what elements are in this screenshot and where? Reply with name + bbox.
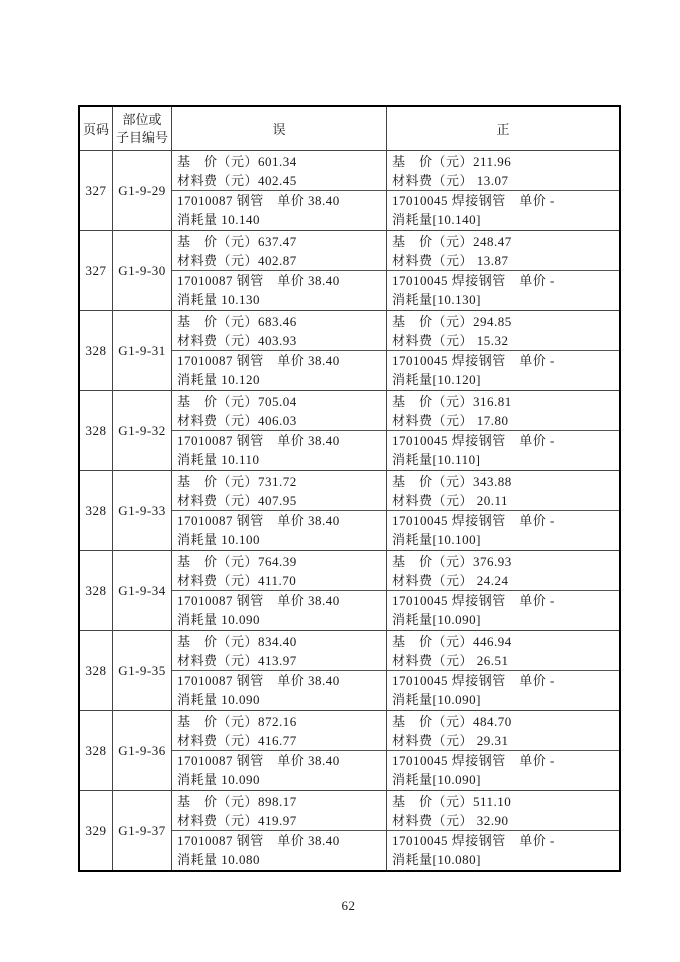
table-row bbox=[80, 791, 619, 870]
wrong-price-section bbox=[172, 631, 386, 671]
wrong-material-fee-line: 材料费（元）413.97 bbox=[177, 653, 297, 668]
page-number-cell bbox=[80, 711, 113, 790]
correction-table bbox=[78, 105, 621, 872]
wrong-consumption-line: 消耗量 10.090 bbox=[177, 612, 261, 627]
page-number-cell bbox=[80, 231, 113, 310]
page-number-cell bbox=[80, 631, 113, 710]
correct-consumption-line: 消耗量[10.130] bbox=[392, 292, 481, 307]
table-header-row bbox=[80, 107, 619, 151]
header-wrong-col bbox=[172, 107, 387, 150]
correct-consumption-line: 消耗量[10.090] bbox=[392, 612, 481, 627]
header-code-label-line1: 部位或 bbox=[122, 111, 162, 127]
correct-material-fee-line: 材料费（元） 29.31 bbox=[392, 733, 509, 748]
table-row bbox=[80, 471, 619, 551]
wrong-base-price-line: 基 价（元）683.46 bbox=[177, 314, 297, 329]
wrong-price-section bbox=[172, 311, 386, 351]
row-page-number: 328 bbox=[85, 662, 107, 678]
correct-consumption-line: 消耗量[10.110] bbox=[392, 452, 481, 467]
wrong-cell bbox=[172, 791, 387, 870]
wrong-material-fee-line: 材料费（元）407.95 bbox=[177, 493, 297, 508]
correct-item-section bbox=[387, 591, 619, 629]
wrong-base-price-line: 基 价（元）834.40 bbox=[177, 634, 297, 649]
wrong-consumption-line: 消耗量 10.120 bbox=[177, 372, 261, 387]
correct-price-section bbox=[387, 471, 619, 511]
wrong-item-section bbox=[172, 831, 386, 869]
wrong-consumption-line: 消耗量 10.140 bbox=[177, 212, 261, 227]
row-item-code: G1-9-32 bbox=[118, 422, 166, 438]
wrong-material-fee-line: 材料费（元）402.45 bbox=[177, 173, 297, 188]
table-body bbox=[80, 151, 619, 870]
wrong-material-fee-line: 材料费（元）411.70 bbox=[177, 573, 297, 588]
row-item-code: G1-9-31 bbox=[118, 342, 166, 358]
correct-price-section bbox=[387, 631, 619, 671]
correct-cell bbox=[387, 711, 619, 790]
wrong-material-fee-line: 材料费（元）416.77 bbox=[177, 733, 297, 748]
correct-base-price-line: 基 价（元）484.70 bbox=[392, 714, 512, 729]
correct-base-price-line: 基 价（元）294.85 bbox=[392, 314, 512, 329]
correct-item-section bbox=[387, 191, 619, 229]
wrong-consumption-line: 消耗量 10.090 bbox=[177, 772, 261, 787]
table-row bbox=[80, 231, 619, 311]
table-row bbox=[80, 151, 619, 231]
correct-consumption-line: 消耗量[10.090] bbox=[392, 692, 481, 707]
page-number-cell bbox=[80, 151, 113, 230]
correct-item-section bbox=[387, 751, 619, 789]
wrong-cell bbox=[172, 711, 387, 790]
wrong-material-fee-line: 材料费（元）419.97 bbox=[177, 813, 297, 828]
item-code-cell bbox=[113, 391, 172, 470]
wrong-price-section bbox=[172, 151, 386, 191]
correct-consumption-line: 消耗量[10.090] bbox=[392, 772, 481, 787]
wrong-price-section bbox=[172, 231, 386, 271]
wrong-item-line: 17010087 钢管 单价 38.40 bbox=[177, 593, 340, 608]
correct-price-section bbox=[387, 551, 619, 591]
page-number: 62 bbox=[341, 898, 356, 913]
wrong-consumption-line: 消耗量 10.090 bbox=[177, 692, 261, 707]
row-item-code: G1-9-34 bbox=[118, 582, 166, 598]
wrong-cell bbox=[172, 311, 387, 390]
wrong-price-section bbox=[172, 551, 386, 591]
correct-item-line: 17010045 焊接钢管 单价 - bbox=[392, 593, 555, 608]
correct-consumption-line: 消耗量[10.100] bbox=[392, 532, 481, 547]
wrong-item-line: 17010087 钢管 单价 38.40 bbox=[177, 513, 340, 528]
wrong-item-section bbox=[172, 191, 386, 229]
correct-material-fee-line: 材料费（元） 13.07 bbox=[392, 173, 509, 188]
correct-material-fee-line: 材料费（元） 15.32 bbox=[392, 333, 509, 348]
header-page-label: 页码 bbox=[82, 122, 109, 137]
correct-material-fee-line: 材料费（元） 17.80 bbox=[392, 413, 509, 428]
correct-base-price-line: 基 价（元）211.96 bbox=[392, 154, 512, 169]
correct-material-fee-line: 材料费（元） 24.24 bbox=[392, 573, 509, 588]
wrong-base-price-line: 基 价（元）731.72 bbox=[177, 474, 297, 489]
item-code-cell bbox=[113, 791, 172, 870]
wrong-material-fee-line: 材料费（元）402.87 bbox=[177, 253, 297, 268]
correct-material-fee-line: 材料费（元） 20.11 bbox=[392, 493, 509, 508]
item-code-cell bbox=[113, 631, 172, 710]
correct-base-price-line: 基 价（元）511.10 bbox=[392, 794, 512, 809]
page-number-cell bbox=[80, 391, 113, 470]
item-code-cell bbox=[113, 551, 172, 630]
row-page-number: 328 bbox=[85, 342, 107, 358]
header-page-col bbox=[80, 107, 113, 150]
correct-cell bbox=[387, 231, 619, 310]
wrong-cell bbox=[172, 151, 387, 230]
wrong-price-section bbox=[172, 391, 386, 431]
correct-consumption-line: 消耗量[10.080] bbox=[392, 852, 481, 867]
header-correct-label: 正 bbox=[496, 122, 510, 137]
wrong-consumption-line: 消耗量 10.110 bbox=[177, 452, 260, 467]
correct-consumption-line: 消耗量[10.140] bbox=[392, 212, 481, 227]
wrong-price-section bbox=[172, 471, 386, 511]
page-number-cell bbox=[80, 551, 113, 630]
wrong-base-price-line: 基 价（元）898.17 bbox=[177, 794, 297, 809]
wrong-cell bbox=[172, 471, 387, 550]
wrong-price-section bbox=[172, 791, 386, 831]
wrong-item-section bbox=[172, 271, 386, 309]
correct-cell bbox=[387, 471, 619, 550]
wrong-item-line: 17010087 钢管 单价 38.40 bbox=[177, 273, 340, 288]
wrong-material-fee-line: 材料费（元）406.03 bbox=[177, 413, 297, 428]
row-item-code: G1-9-37 bbox=[118, 822, 166, 838]
row-item-code: G1-9-36 bbox=[118, 742, 166, 758]
item-code-cell bbox=[113, 311, 172, 390]
table-row bbox=[80, 391, 619, 471]
item-code-cell bbox=[113, 471, 172, 550]
wrong-item-section bbox=[172, 591, 386, 629]
correct-material-fee-line: 材料费（元） 26.51 bbox=[392, 653, 509, 668]
correct-item-section bbox=[387, 351, 619, 389]
item-code-cell bbox=[113, 711, 172, 790]
correct-consumption-line: 消耗量[10.120] bbox=[392, 372, 481, 387]
item-code-cell bbox=[113, 231, 172, 310]
wrong-base-price-line: 基 价（元）601.34 bbox=[177, 154, 297, 169]
wrong-item-section bbox=[172, 431, 386, 469]
correct-item-line: 17010045 焊接钢管 单价 - bbox=[392, 353, 555, 368]
correct-cell bbox=[387, 311, 619, 390]
header-code-label-line2: 子目编号 bbox=[115, 129, 168, 145]
correct-material-fee-line: 材料费（元） 32.90 bbox=[392, 813, 509, 828]
correct-price-section bbox=[387, 711, 619, 751]
correct-cell bbox=[387, 151, 619, 230]
header-wrong-label: 误 bbox=[272, 122, 286, 137]
wrong-item-section bbox=[172, 671, 386, 709]
row-page-number: 327 bbox=[85, 262, 107, 278]
wrong-item-line: 17010087 钢管 单价 38.40 bbox=[177, 673, 340, 688]
table-row bbox=[80, 711, 619, 791]
item-code-cell bbox=[113, 151, 172, 230]
correct-item-line: 17010045 焊接钢管 单价 - bbox=[392, 273, 555, 288]
correct-price-section bbox=[387, 791, 619, 831]
correct-item-line: 17010045 焊接钢管 单价 - bbox=[392, 673, 555, 688]
row-item-code: G1-9-30 bbox=[118, 262, 166, 278]
row-page-number: 328 bbox=[85, 502, 107, 518]
wrong-base-price-line: 基 价（元）637.47 bbox=[177, 234, 297, 249]
wrong-cell bbox=[172, 551, 387, 630]
correct-item-section bbox=[387, 831, 619, 869]
table-row bbox=[80, 551, 619, 631]
correct-cell bbox=[387, 631, 619, 710]
correct-base-price-line: 基 价（元）248.47 bbox=[392, 234, 512, 249]
correct-item-section bbox=[387, 271, 619, 309]
correct-item-line: 17010045 焊接钢管 单价 - bbox=[392, 193, 555, 208]
row-item-code: G1-9-29 bbox=[118, 182, 166, 198]
wrong-base-price-line: 基 价（元）705.04 bbox=[177, 394, 297, 409]
correct-cell bbox=[387, 791, 619, 870]
correct-item-section bbox=[387, 671, 619, 709]
correct-item-line: 17010045 焊接钢管 单价 - bbox=[392, 833, 555, 848]
table-row bbox=[80, 631, 619, 711]
wrong-consumption-line: 消耗量 10.100 bbox=[177, 532, 261, 547]
wrong-item-line: 17010087 钢管 单价 38.40 bbox=[177, 193, 340, 208]
correct-item-line: 17010045 焊接钢管 单价 - bbox=[392, 753, 555, 768]
row-page-number: 329 bbox=[85, 822, 107, 838]
row-page-number: 328 bbox=[85, 582, 107, 598]
wrong-material-fee-line: 材料费（元）403.93 bbox=[177, 333, 297, 348]
wrong-item-line: 17010087 钢管 单价 38.40 bbox=[177, 353, 340, 368]
row-page-number: 328 bbox=[85, 422, 107, 438]
wrong-base-price-line: 基 价（元）764.39 bbox=[177, 554, 297, 569]
wrong-item-section bbox=[172, 511, 386, 549]
header-correct-col bbox=[387, 107, 619, 150]
correct-material-fee-line: 材料费（元） 13.87 bbox=[392, 253, 509, 268]
page-number-cell bbox=[80, 471, 113, 550]
wrong-item-line: 17010087 钢管 单价 38.40 bbox=[177, 753, 340, 768]
correct-price-section bbox=[387, 311, 619, 351]
correct-price-section bbox=[387, 151, 619, 191]
wrong-price-section bbox=[172, 711, 386, 751]
row-page-number: 327 bbox=[85, 182, 107, 198]
wrong-item-section bbox=[172, 751, 386, 789]
wrong-consumption-line: 消耗量 10.130 bbox=[177, 292, 261, 307]
wrong-item-section bbox=[172, 351, 386, 389]
wrong-cell bbox=[172, 631, 387, 710]
correct-base-price-line: 基 价（元）343.88 bbox=[392, 474, 512, 489]
row-page-number: 328 bbox=[85, 742, 107, 758]
correct-base-price-line: 基 价（元）446.94 bbox=[392, 634, 512, 649]
page-footer bbox=[78, 898, 619, 914]
correct-item-section bbox=[387, 511, 619, 549]
header-code-col bbox=[113, 107, 172, 150]
row-item-code: G1-9-33 bbox=[118, 502, 166, 518]
wrong-item-line: 17010087 钢管 单价 38.40 bbox=[177, 833, 340, 848]
row-item-code: G1-9-35 bbox=[118, 662, 166, 678]
wrong-cell bbox=[172, 231, 387, 310]
wrong-consumption-line: 消耗量 10.080 bbox=[177, 852, 261, 867]
wrong-item-line: 17010087 钢管 单价 38.40 bbox=[177, 433, 340, 448]
page-number-cell bbox=[80, 791, 113, 870]
correct-price-section bbox=[387, 391, 619, 431]
correct-item-line: 17010045 焊接钢管 单价 - bbox=[392, 433, 555, 448]
correct-base-price-line: 基 价（元）316.81 bbox=[392, 394, 512, 409]
correct-cell bbox=[387, 391, 619, 470]
page-number-cell bbox=[80, 311, 113, 390]
correct-item-section bbox=[387, 431, 619, 469]
correct-item-line: 17010045 焊接钢管 单价 - bbox=[392, 513, 555, 528]
table-row bbox=[80, 311, 619, 391]
wrong-base-price-line: 基 价（元）872.16 bbox=[177, 714, 297, 729]
wrong-cell bbox=[172, 391, 387, 470]
correct-price-section bbox=[387, 231, 619, 271]
correct-base-price-line: 基 价（元）376.93 bbox=[392, 554, 512, 569]
correct-cell bbox=[387, 551, 619, 630]
